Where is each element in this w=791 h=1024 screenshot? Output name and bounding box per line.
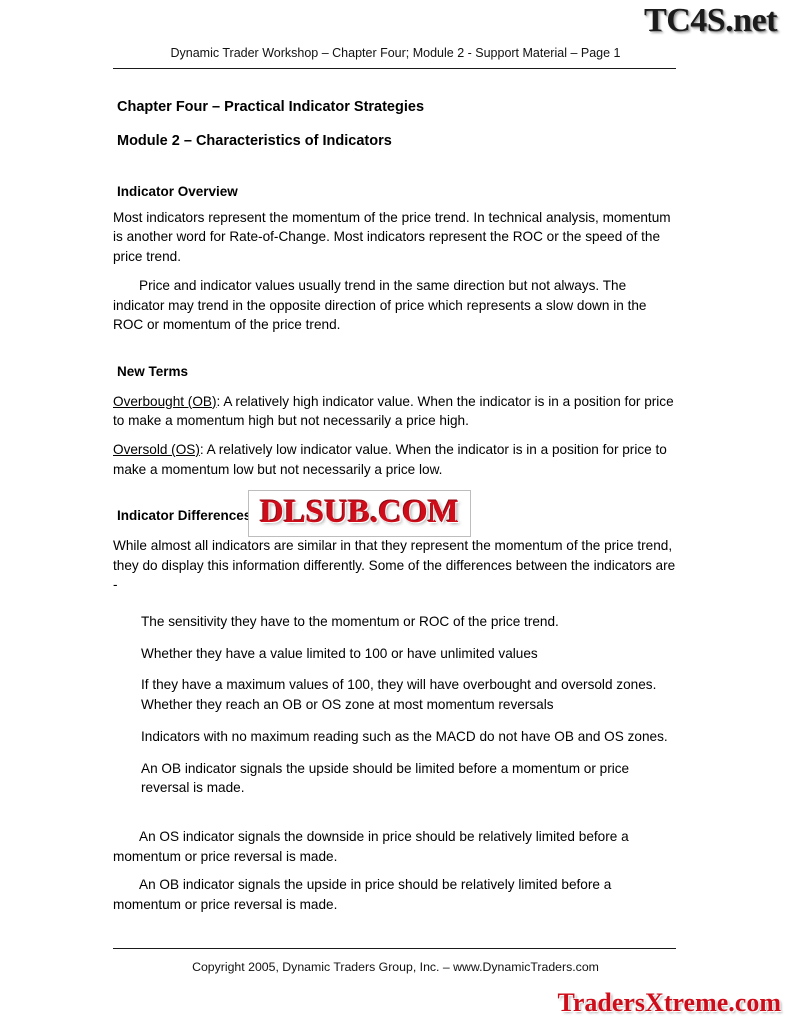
list-item: If they have a maximum values of 100, they will have overbought and oversold zones. Whether they reach an OB or OS zone at most momentum reversals — [141, 677, 657, 713]
paragraph-closing-2: An OB indicator signals the upside in price should be relatively limited before a momentum or price reversal is made. — [113, 877, 612, 913]
section-heading-new-terms: New Terms — [117, 363, 189, 379]
term-oversold-definition: : A relatively low indicator value. When the indicator is in a position for price to make a momentum low but not necessarily a price low. — [113, 441, 667, 477]
term-overbought — [113, 392, 676, 431]
differences-list — [113, 612, 676, 798]
list-item: Indicators with no maximum reading such as the MACD do not have OB and OS zones. — [141, 728, 668, 744]
list-item: Whether they have a value limited to 100 or have unlimited values — [141, 645, 538, 661]
list-item: The sensitivity they have to the momentum or ROC of the price trend. — [141, 614, 559, 630]
watermark-bottom-right: TradersXtreme.com — [557, 988, 781, 1017]
module-title: Module 2 – Characteristics of Indicators — [117, 132, 392, 149]
term-oversold-label: Oversold (OS) — [113, 441, 200, 457]
watermark-center: DLSUB.COM — [249, 491, 470, 536]
paragraph-overview-2: Price and indicator values usually trend in the same direction but not always. The indicator may trend in the opposite direction of price which represents a slow down in the ROC or momentum of the price trend. — [113, 277, 647, 333]
header-divider — [113, 68, 676, 69]
chapter-title: Chapter Four – Practical Indicator Strategies — [117, 99, 425, 115]
paragraph-closing-1: An OS indicator signals the downside in price should be relatively limited before a momentum or price reversal is made. — [113, 828, 629, 864]
page-header: Dynamic Trader Workshop – Chapter Four; Module 2 - Support Material – Page 1 — [170, 46, 621, 60]
page-footer: Copyright 2005, Dynamic Traders Group, Inc. – www.DynamicTraders.com — [192, 960, 599, 974]
term-oversold — [113, 440, 676, 479]
paragraph-overview-1: Most indicators represent the momentum of the price trend. In technical analysis, momentum is another word for Rate-of-Change. Most indicators represent the ROC or the speed of the price trend. — [113, 209, 671, 265]
term-overbought-definition: : A relatively high indicator value. When the indicator is in a position for price to make a momentum high but not necessarily a price high. — [113, 393, 674, 429]
section-heading-indicator-overview: Indicator Overview — [117, 184, 238, 200]
section-heading-indicator-differences: Indicator Differences — [117, 508, 252, 524]
footer-divider — [113, 948, 676, 949]
term-overbought-label: Overbought (OB) — [113, 393, 217, 409]
paragraph-differences-intro: While almost all indicators are similar in that they represent the momentum of the price trend, they do display this information differently. Some of the differences between the indicators are - — [113, 537, 676, 593]
list-item: An OB indicator signals the upside should be limited before a momentum or price reversal is made. — [141, 760, 630, 796]
watermark-top-right: TC4S.net — [644, 2, 777, 39]
